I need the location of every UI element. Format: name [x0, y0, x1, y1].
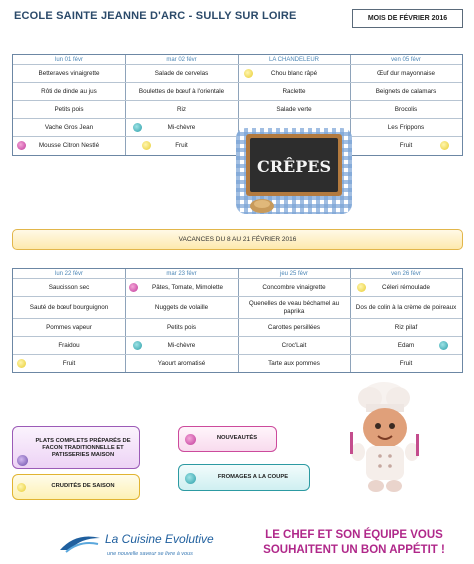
day-header: lun 01 févr [54, 56, 84, 63]
slogan: LE CHEF ET SON ÉQUIPE VOUS SOUHAITENT UN BON APPÉTIT ! [263, 529, 445, 556]
legend-nouveautes [178, 426, 277, 452]
menu-cell: Tarte aux pommes [268, 359, 320, 367]
day-header: LA CHANDELEUR [268, 56, 319, 63]
menu-cell: Beignets de calamars [375, 87, 437, 95]
menu-cell: Rôti de dinde au jus [41, 87, 97, 95]
la-cuisine-evolutive-logo-icon [58, 530, 102, 554]
month-label: MOIS DE FÉVRIER 2016 [352, 9, 463, 28]
menu-cell: Mi-chèvre [167, 123, 196, 131]
nouveaute-icon [185, 434, 196, 445]
day-header: mar 02 févr [166, 56, 197, 63]
chef-mascot-illustration [336, 376, 436, 506]
day-header: mar 23 févr [166, 270, 197, 277]
menu-cell: Fraidou [58, 341, 80, 349]
day-header: ven 05 févr [391, 56, 421, 63]
menu-cell: Salade verte [276, 105, 312, 113]
day-header: lun 22 févr [54, 270, 84, 277]
menu-cell: Vache Gros Jean [44, 123, 94, 131]
menu-cell: Petits pois [54, 105, 84, 113]
vacances-banner: VACANCES DU 8 AU 21 FÉVRIER 2016 [12, 229, 463, 250]
menu-cell: Yaourt aromatisé [157, 359, 206, 367]
menu-cell: Nuggets de volaille [154, 303, 209, 311]
menu-cell: Les Frippons [387, 123, 425, 131]
brand-name: La Cuisine Evolutive [105, 532, 214, 546]
legend-label: CRUDITÉS DE SAISON [51, 483, 115, 490]
menu-cell: Boulettes de bœuf à l'orientale [138, 87, 225, 95]
crudites-icon [17, 483, 26, 492]
menu-cell: Fruit [175, 142, 188, 150]
menu-cell: Carottes persillées [267, 323, 321, 331]
brand-tagline: une nouvelle saveur se livre à vous [107, 551, 193, 557]
menu-week-2 [12, 268, 463, 373]
menu-cell: Concombre vinaigrette [262, 283, 326, 291]
menu-cell: Riz pilaf [394, 323, 418, 331]
menu-cell: Céleri rémoulade [382, 283, 430, 291]
menu-cell: Sauté de bœuf bourguignon [29, 303, 109, 311]
legend-plats-complets [12, 426, 140, 469]
crepes-illustration [236, 124, 352, 218]
crudites-icon [440, 141, 449, 150]
legend-label: NOUVEAUTÉS [216, 435, 258, 442]
fromage-icon [439, 341, 448, 350]
menu-cell: Riz [176, 105, 187, 113]
legend-fromages [178, 464, 310, 491]
menu-cell: Saucisson sec [48, 283, 90, 291]
menu-cell: Fruit [399, 359, 413, 367]
menu-cell: Betteraves vinaigrette [38, 69, 100, 77]
menu-cell: Croc'Lait [281, 341, 307, 349]
legend-label: FROMAGES A LA COUPE [217, 473, 289, 480]
menu-cell: Raclette [282, 87, 306, 95]
legend-crudites [12, 474, 140, 500]
day-header: ven 26 févr [391, 270, 421, 277]
menu-cell: Pâtes, Tomate, Mimolette [152, 283, 223, 291]
menu-cell: Pommes vapeur [46, 323, 92, 331]
fromage-icon [185, 473, 196, 484]
menu-cell: Fruit [399, 142, 413, 150]
school-title: ECOLE SAINTE JEANNE D'ARC - SULLY SUR LOIRE [14, 10, 297, 22]
menu-cell: Fruit [62, 359, 76, 367]
plats-complets-icon [17, 455, 28, 466]
legend-label: PLATS COMPLETS PRÉPARÉS DE FACON TRADITIONNELLE ET PATISSERIES MAISON [35, 437, 131, 459]
menu-cell: Petits pois [166, 323, 197, 331]
menu-cell: Dos de colin à la crème de poireaux [355, 303, 457, 311]
menu-cell: Mi-chèvre [167, 341, 196, 349]
menu-cell: Œuf dur mayonnaise [376, 69, 436, 77]
menu-cell: Mousse Citron Nestlé [38, 142, 100, 150]
menu-cell: Chou blanc râpé [270, 69, 318, 77]
crepes-label: CRÊPES [256, 157, 332, 176]
menu-cell: Salade de cervelas [154, 69, 209, 77]
day-header: jeu 25 févr [279, 270, 309, 277]
menu-cell: Edam [397, 341, 415, 349]
menu-cell: Brocolis [394, 105, 418, 113]
menu-cell: Quenelles de veau béchamel au paprika [248, 300, 340, 315]
